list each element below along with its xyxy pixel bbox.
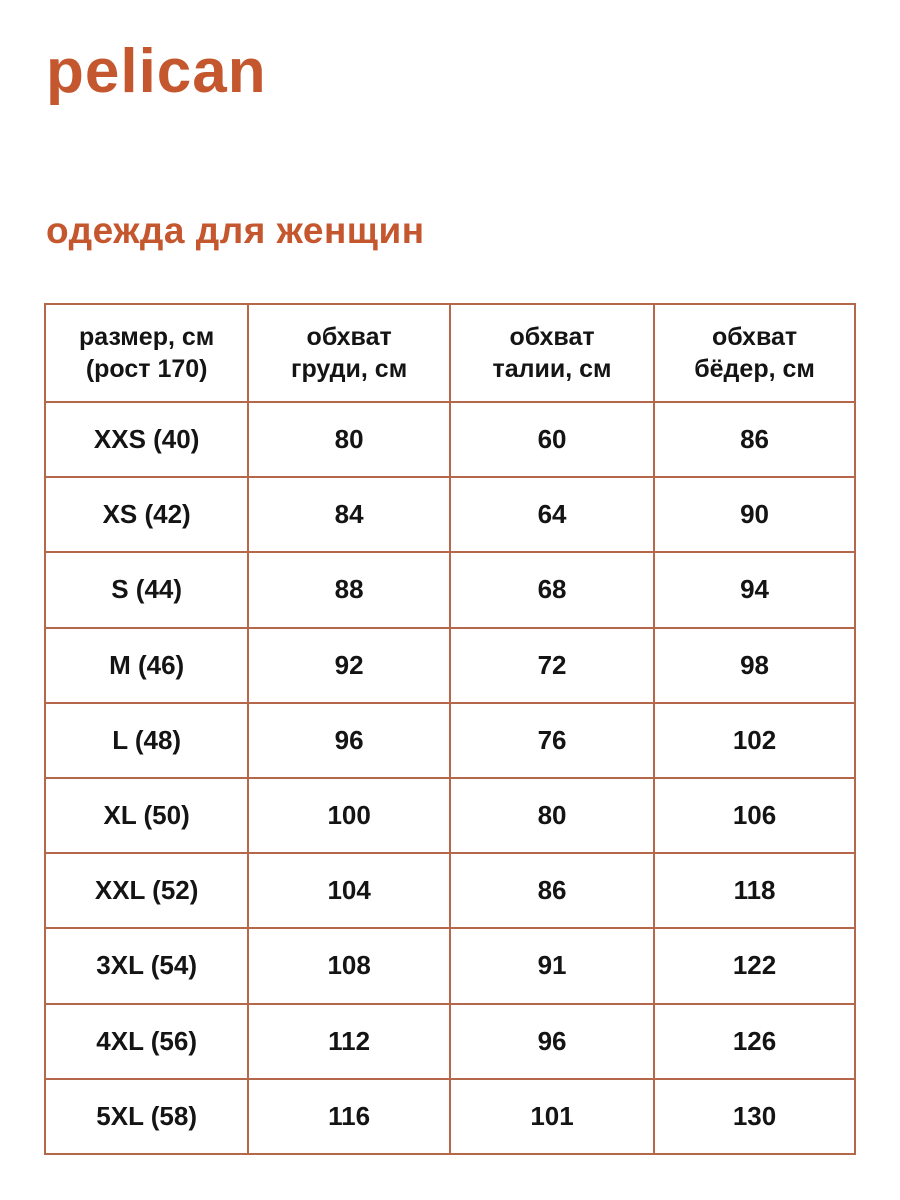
hips-cell: 126 [654,1004,855,1079]
header-hips-line1: обхват [711,323,798,351]
size-cell: 3XL (54) [45,928,248,1003]
waist-cell: 68 [450,552,654,627]
header-hips-line2: бёдер, см [694,355,815,383]
size-cell: S (44) [45,552,248,627]
size-cell: L (48) [45,703,248,778]
hips-cell: 122 [654,928,855,1003]
table-row [45,778,855,853]
waist-cell: 72 [450,628,654,703]
size-cell: XXL (52) [45,853,248,928]
header-chest [248,304,450,402]
table-row [45,703,855,778]
brand-logo: pelican [46,37,267,106]
waist-cell: 91 [450,928,654,1003]
size-table-body [45,402,855,1154]
table-row [45,853,855,928]
waist-cell: 64 [450,477,654,552]
header-hips [654,304,855,402]
header-waist [450,304,654,402]
chest-cell: 80 [248,402,450,477]
hips-cell: 94 [654,552,855,627]
size-table [44,303,856,1155]
size-cell: XL (50) [45,778,248,853]
header-size-line1: размер, см [79,323,215,351]
header-row [45,304,855,402]
chest-cell: 96 [248,703,450,778]
waist-cell: 60 [450,402,654,477]
header-size [45,304,248,402]
size-cell: 4XL (56) [45,1004,248,1079]
size-table-header [45,304,855,402]
header-size-line2: (рост 170) [85,355,208,383]
hips-cell: 102 [654,703,855,778]
chest-cell: 104 [248,853,450,928]
chest-cell: 108 [248,928,450,1003]
table-row [45,477,855,552]
hips-cell: 130 [654,1079,855,1154]
table-row [45,402,855,477]
header-waist-line1: обхват [509,323,595,351]
waist-cell: 96 [450,1004,654,1079]
hips-cell: 90 [654,477,855,552]
chest-cell: 88 [248,552,450,627]
chest-cell: 116 [248,1079,450,1154]
chest-cell: 84 [248,477,450,552]
hips-cell: 98 [654,628,855,703]
chest-cell: 100 [248,778,450,853]
hips-cell: 86 [654,402,855,477]
header-chest-line2: груди, см [291,355,408,383]
table-row [45,628,855,703]
header-waist-line2: талии, см [492,355,612,383]
size-cell: XS (42) [45,477,248,552]
waist-cell: 76 [450,703,654,778]
waist-cell: 101 [450,1079,654,1154]
size-cell: M (46) [45,628,248,703]
waist-cell: 86 [450,853,654,928]
table-row [45,928,855,1003]
page-title: одежда для женщин [46,210,425,251]
hips-cell: 106 [654,778,855,853]
waist-cell: 80 [450,778,654,853]
size-cell: 5XL (58) [45,1079,248,1154]
table-row [45,1004,855,1079]
header-chest-line1: обхват [306,323,392,351]
table-row [45,552,855,627]
table-row [45,1079,855,1154]
chest-cell: 112 [248,1004,450,1079]
size-cell: XXS (40) [45,402,248,477]
hips-cell: 118 [654,853,855,928]
chest-cell: 92 [248,628,450,703]
